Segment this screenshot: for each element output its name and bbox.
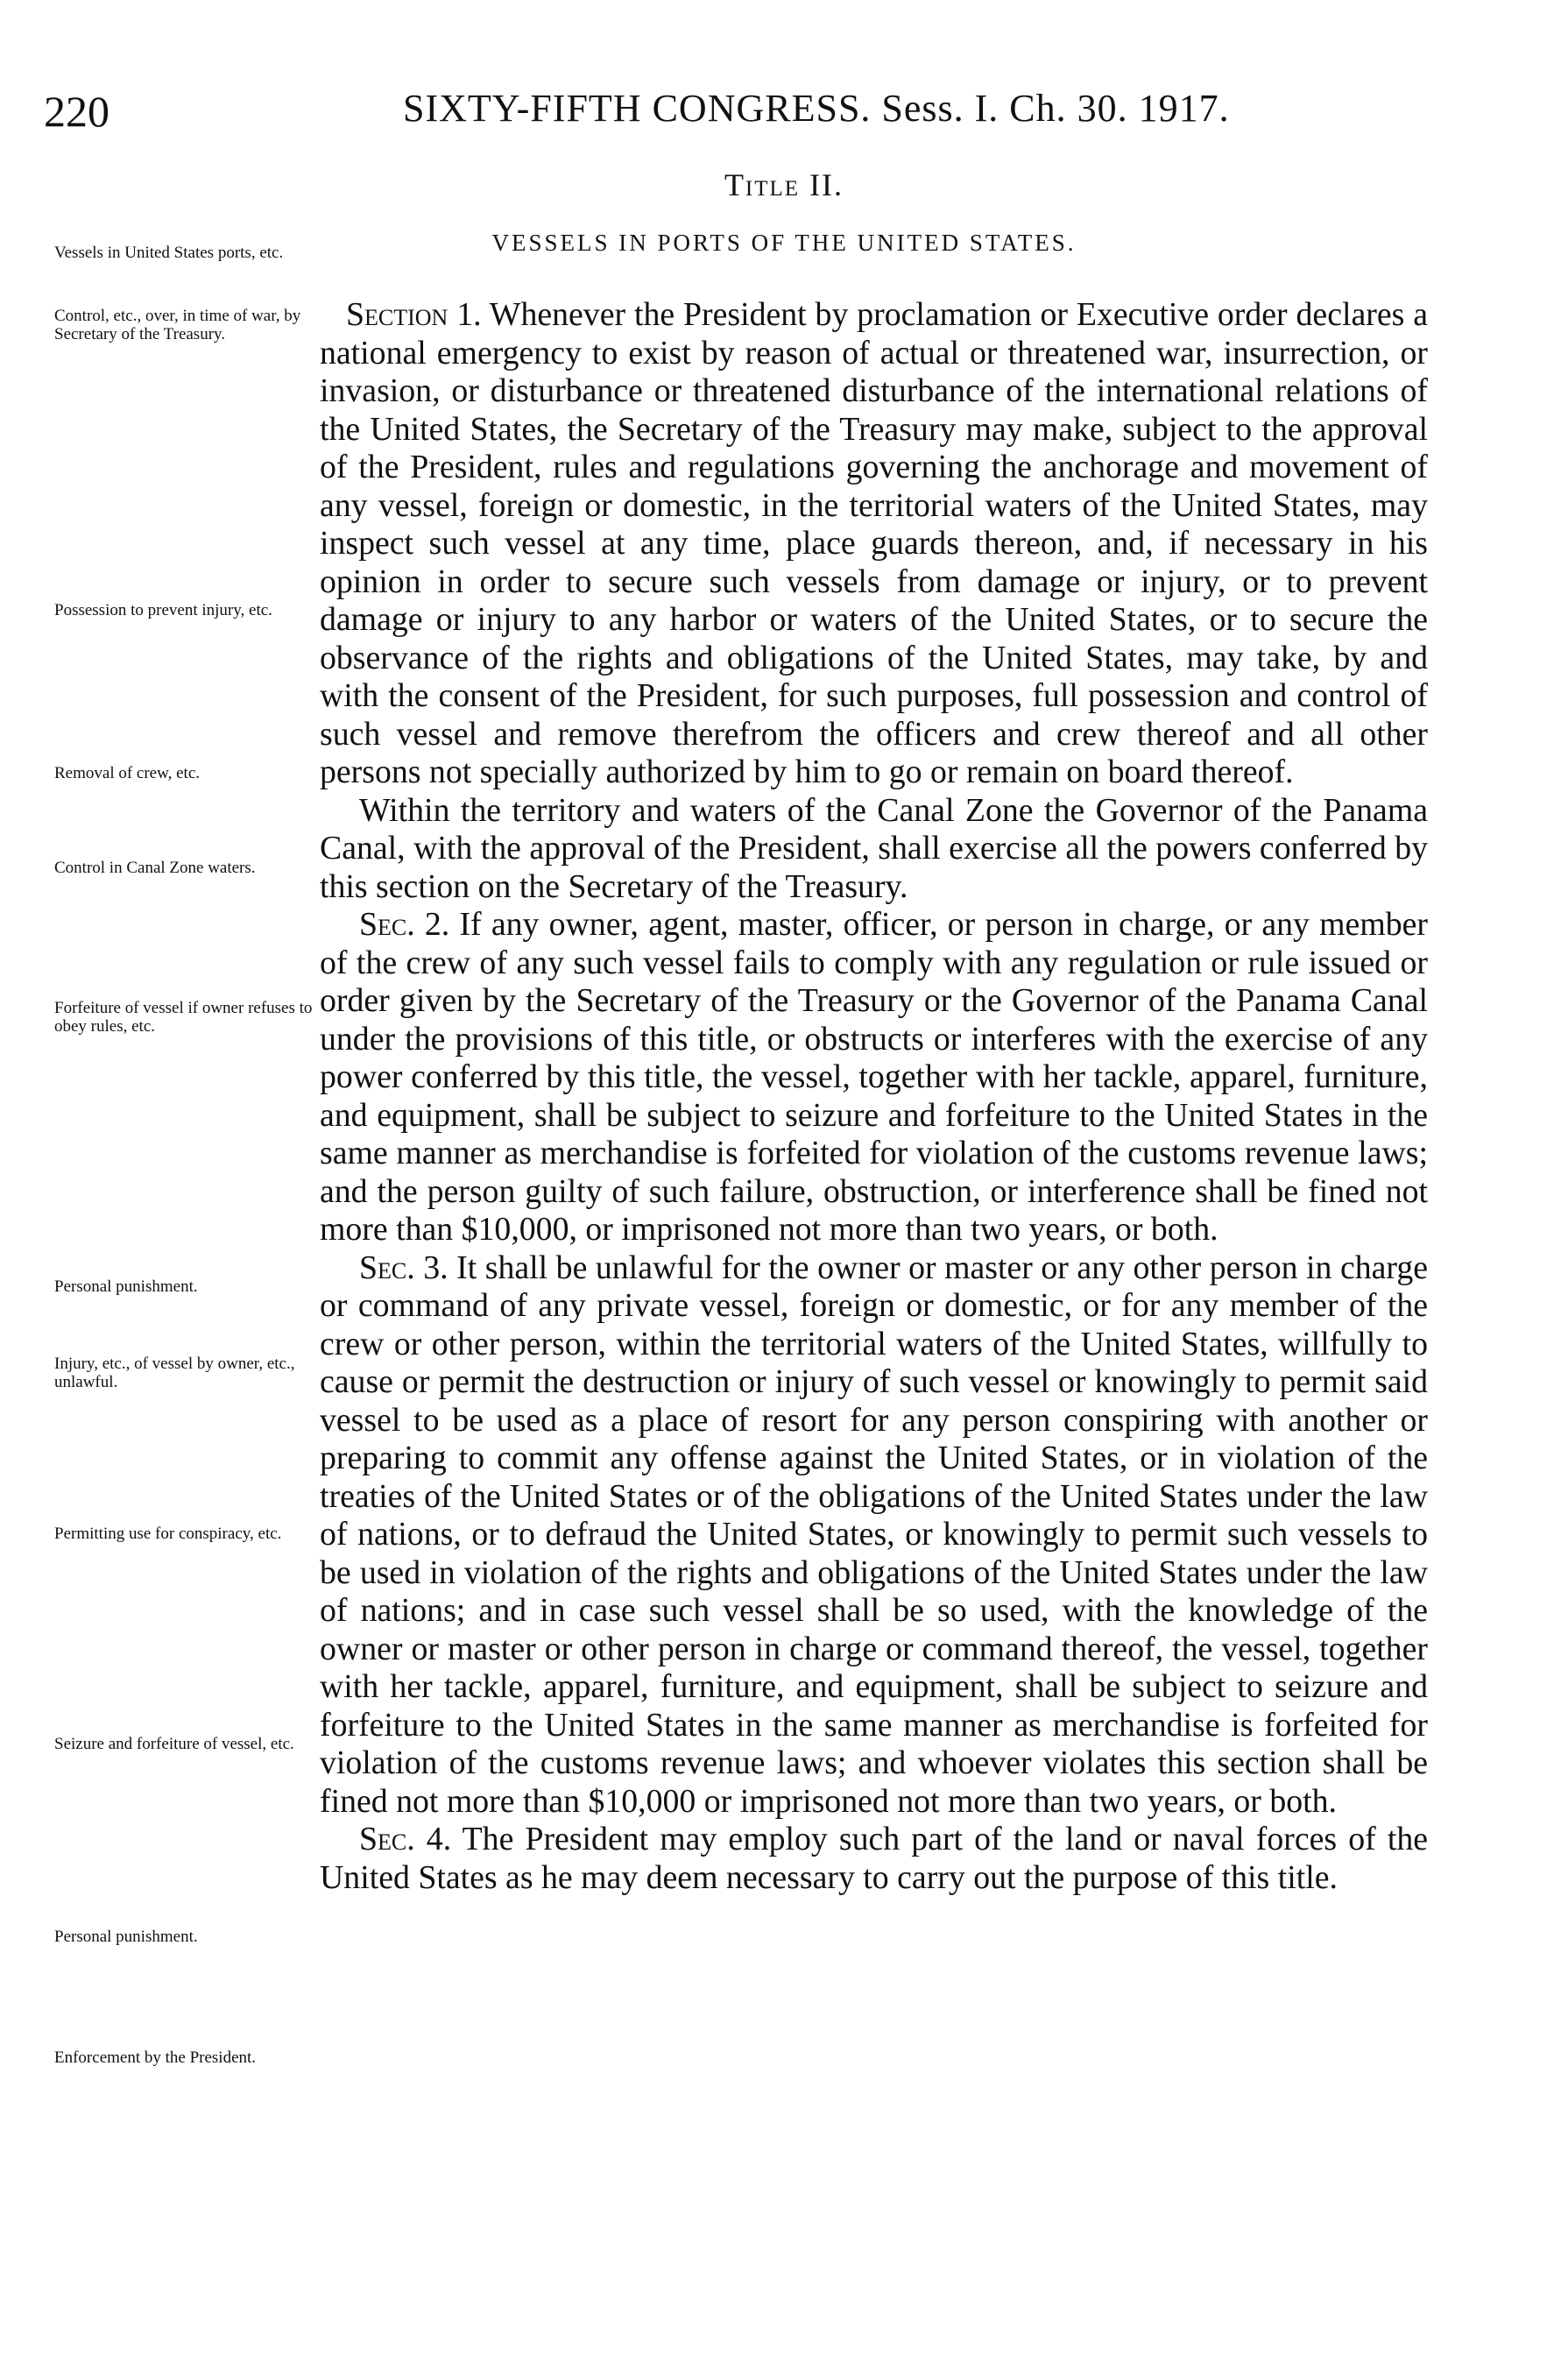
margin-note: Personal punishment. (54, 1277, 198, 1296)
canal-zone-paragraph: Within the territory and waters of the Canal Zone the Governor of the Panama Canal, with the approval of the President, shall exercise all the powers conferred by this section on the Secretary of the Treasury. (320, 791, 1428, 905)
running-title: SIXTY-FIFTH CONGRESS. Sess. I. Ch. 30. 1917. (403, 87, 1230, 130)
section-2-text: If any owner, agent, master, officer, or person in charge, or any member of the crew of any such vessel fails to comply with any regulation or rule issued or order given by the Secretary of the Treasury or the Governor of the Panama Canal under the provisions of this title, or obstructs or interferes with the exercise of any power conferred by this title, the vessel, together with her tackle, apparel, furniture, and equipment, shall be subject to seizure and forfeiture to the United States in the same manner as merchandise is forfeited for violation of the customs revenue laws; and the person guilty of such failure, obstruction, or interference shall be fined not more than $10,000, or imprisoned not more than two years, or both. (320, 906, 1428, 1248)
section-heading: VESSELS IN PORTS OF THE UNITED STATES. (491, 230, 1077, 256)
section-4-label: Sec. 4. (359, 1821, 452, 1857)
margin-note: Enforcement by the President. (54, 2048, 257, 2067)
section-1-text: Whenever the President by proclamation or Executive order declares a national emergency to exist by reason of actual or threatened war, insurrection, or invasion, or disturbance or threatened disturbance of the international relations of the United States, the Secretary of the Treasury may make, subject to the approval of the President, rules and regulations governing the anchorage and movement of any vessel, foreign or domestic, in the territorial waters of the United States, may inspect such vessel at any time, place guards thereon, and, if necessary in his opinion in order to secure such vessels from damage or injury, or to prevent damage or injury to any harbor or waters of the United States, or to secure the observance of the rights and obligations of the United States, may take, by and with the consent of the President, for such purposes, full possession and control of such vessel and remove therefrom the officers and crew thereof and all other persons not specially authorized by him to go or remain on board thereof. (320, 296, 1428, 790)
margin-note: Removal of crew, etc. (54, 764, 200, 782)
title-heading: Title II. (724, 167, 844, 202)
margin-note: Control in Canal Zone waters. (54, 859, 256, 877)
section-2-label: Sec. 2. (359, 906, 450, 943)
margin-note: Permitting use for conspiracy, etc. (54, 1525, 282, 1543)
section-4-paragraph (320, 1821, 1428, 1897)
margin-note: Seizure and forfeiture of vessel, etc. (54, 1735, 294, 1753)
section-3-paragraph (320, 1249, 1428, 1822)
margin-note: Injury, etc., of vessel by owner, etc., unlawful. (54, 1355, 295, 1391)
margin-note: Possession to prevent injury, etc. (54, 601, 272, 619)
page-number: 220 (44, 87, 109, 136)
margin-note: Control, etc., over, in time of war, by Secretary of the Treasury. (54, 307, 301, 343)
margin-note: Forfeiture of vessel if owner refuses to obey rules, etc. (54, 999, 313, 1036)
section-1-paragraph (320, 296, 1428, 792)
section-1-label: Section 1. (346, 296, 482, 333)
margin-note: Personal punishment. (54, 1928, 198, 1946)
statute-text (320, 296, 1428, 1897)
section-3-text: It shall be unlawful for the owner or master or any other person in charge or command of any private vessel, foreign or domestic, or for any member of the crew or other person, within the territorial waters of the United States, willfully to cause or permit the destruction or injury of such vessel or knowingly to permit said vessel to be used as a place of resort for any person conspiring with another or preparing to commit any offense against the United States, or in violation of the treaties of the United States or of the obligations of the United States under the law of nations, or to defraud the United States, or knowingly to permit such vessels to be used in violation of the rights and obligations of the United States under the law of nations; and in case such vessel shall be so used, with the knowledge of the owner or master or other person in charge or command thereof, the vessel, together with her tackle, apparel, furniture, and equipment, shall be subject to seizure and forfeiture to the United States in the same manner as merchandise is forfeited for violation of the customs revenue laws; and whoever violates this section shall be fined not more than $10,000 or imprisoned not more than two years, or both. (320, 1249, 1429, 1820)
section-2-paragraph (320, 906, 1428, 1249)
page-header (44, 86, 1437, 138)
section-4-text: The President may employ such part of the land or naval forces of the United States as he may deem necessary to carry out the purpose of this title. (320, 1821, 1428, 1896)
margin-note: Vessels in United States ports, etc. (54, 244, 284, 262)
section-3-label: Sec. 3. (359, 1249, 449, 1286)
